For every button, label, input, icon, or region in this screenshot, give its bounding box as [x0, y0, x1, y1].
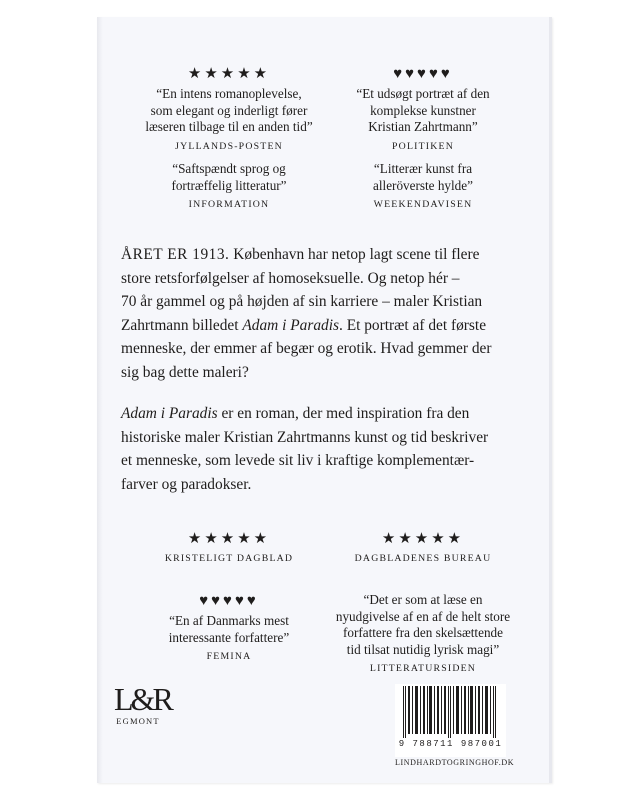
- review-quote: “Saftspændt sprog og fortræffelig litteratur”: [171, 161, 287, 193]
- star-rating: ★★★★★: [187, 531, 271, 547]
- book-back-cover: [97, 17, 552, 783]
- publisher-logo: [114, 681, 171, 726]
- review-source: LITTERATURSIDEN: [369, 663, 477, 674]
- synopsis-paragraph-2: Adam i Paradis er en roman, der med inspiration fra den historiske maler Kristian Zahrtmanns kunst og tid beskriver et menneske, som levede sit liv i kraftige komplementær- farver og paradokser.: [121, 405, 489, 493]
- review-quote: “Et udsøgt portræt af den komplekse kunstner Kristian Zahrtmann”: [356, 86, 490, 134]
- synopsis-paragraph-1: ÅRET ER 1913. København har netop lagt scene til flere store retsforfølgelser af homoseksuelle. Og netop hér – 70 år gammel og på højden af sin karriere – maler Kristian Zahrtmann billedet Adam i Paradis. Et portræt af det første menneske, der emmer af begær og erotik. Hvad gemmer der sig bag dette maleri?: [121, 246, 492, 381]
- review-kristeligt-dagblad: [135, 530, 323, 568]
- review-source: INFORMATION: [188, 199, 270, 210]
- review-quote: “Litterær kunst fra alleröverste hylde”: [373, 161, 473, 193]
- review-source: WEEKENDAVISEN: [373, 199, 473, 210]
- review-source: KRISTELIGT DAGBLAD: [164, 553, 294, 564]
- heart-rating: ♥♥♥♥♥: [199, 593, 259, 609]
- star-rating: ★★★★★: [187, 66, 271, 82]
- publisher-name: EGMONT: [116, 716, 160, 726]
- review-source: DAGBLADENES BUREAU: [354, 553, 492, 564]
- isbn-barcode: [395, 684, 506, 757]
- spine-fold: [97, 17, 103, 783]
- review-politiken: [329, 65, 517, 155]
- review-source: FEMINA: [206, 651, 252, 662]
- publisher-website: LINDHARDTOGRINGHOF.DK: [395, 758, 515, 767]
- review-weekendavisen: [329, 161, 517, 214]
- review-dagbladenes-bureau: [329, 530, 517, 568]
- star-rating: ★★★★★: [381, 531, 465, 547]
- isbn-number: 9 788711 987001: [398, 739, 503, 749]
- review-femina: [135, 592, 323, 666]
- lr-logo-mark: L&R: [114, 681, 171, 717]
- heart-rating: ♥♥♥♥♥: [393, 66, 453, 82]
- review-quote: “En af Danmarks mest interessante forfattere”: [168, 613, 290, 645]
- barcode-bars: [401, 686, 500, 738]
- review-source: JYLLANDS-POSTEN: [175, 140, 283, 152]
- synopsis-lead: ÅRET ER 1913.: [121, 246, 230, 263]
- review-quote: “Det er som at læse en nyudgivelse af en af de helt store forfattere fra den skelsættende tid tilsat nutidig lyrisk magi”: [335, 592, 511, 657]
- review-information: [135, 161, 323, 214]
- review-quote: “En intens romanoplevelse, som elegant og inderligt fører læseren tilbage til en anden tid”: [145, 86, 313, 134]
- book-title: Adam i Paradis: [121, 405, 218, 422]
- review-litteratursiden: [329, 592, 517, 678]
- review-source: POLITIKEN: [392, 140, 454, 152]
- review-jyllands-posten: [135, 65, 323, 155]
- book-title: Adam i Paradis: [242, 316, 339, 334]
